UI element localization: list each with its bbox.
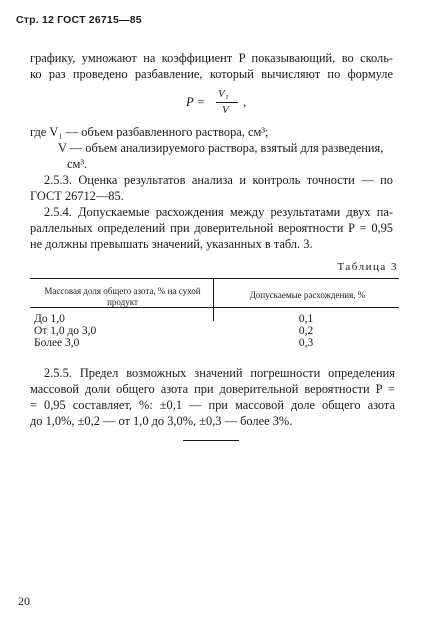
table-cell-range-2: От 1,0 до 3,0 bbox=[34, 325, 97, 337]
section-255-line-3: = 0,95 составляет, %: ±0,1 — при массовой доле общего азота bbox=[30, 398, 395, 412]
table-cell-value-2: 0,2 bbox=[298, 325, 314, 337]
table-header-col1: Массовая доля общего азота, % на сухой продукт bbox=[44, 286, 201, 307]
where-line-2: V — объем анализируемого раствора, взятый для разведения, bbox=[58, 141, 384, 155]
page-number: 20 bbox=[18, 594, 30, 608]
formula-lhs: P = bbox=[186, 95, 205, 109]
formula-comma: , bbox=[243, 95, 247, 109]
table-column-divider bbox=[213, 278, 214, 321]
where-line-3: см³. bbox=[67, 157, 88, 171]
where-line-1: где V₁ — объем разбавленного раствора, см³; bbox=[30, 125, 269, 139]
end-rule bbox=[183, 440, 239, 441]
section-255-line-1: 2.5.5. Предел возможных значений погрешности определения bbox=[44, 366, 395, 380]
table-caption: Таблица 3 bbox=[337, 261, 398, 273]
formula-denominator: V bbox=[222, 104, 229, 116]
table-header-rule bbox=[30, 307, 399, 308]
section-254-line-3: не должны превышать значений, указанных в табл. 3. bbox=[30, 237, 313, 251]
section-255-line-4: до 1,0%, ±0,2 — от 1,0 до 3,0%, ±0,3 — более 3%. bbox=[30, 414, 293, 428]
table-header-col2: Допускаемые расхождения, % bbox=[249, 290, 366, 300]
table-cell-value-3: 0,3 bbox=[298, 337, 314, 349]
formula-numerator: V₁ bbox=[218, 88, 229, 100]
section-254-line-2: раллельных определений при доверительной вероятности P = 0,95 bbox=[30, 221, 393, 235]
table-cell-range-3: Более 3,0 bbox=[34, 337, 80, 349]
table-cell-value-1: 0,1 bbox=[298, 313, 314, 325]
intro-line-1: графику, умножают на коэффициент P показывающий, во сколь- bbox=[30, 51, 393, 65]
section-254-line-1: 2.5.4. Допускаемые расхождения между результатами двух па- bbox=[44, 205, 393, 219]
fraction-bar bbox=[216, 102, 238, 103]
page-header: Стр. 12 ГОСТ 26715—85 bbox=[16, 14, 142, 26]
intro-line-2: ко раз проведено разбавление, который вычисляют по формуле bbox=[30, 67, 393, 81]
section-253-line-1: 2.5.3. Оценка результатов анализа и контроль точности — по bbox=[44, 173, 393, 187]
table-cell-range-1: До 1,0 bbox=[34, 313, 65, 325]
dilution-formula bbox=[186, 88, 266, 118]
table-top-rule bbox=[30, 278, 399, 279]
section-253-line-2: ГОСТ 26712—85. bbox=[30, 189, 124, 203]
section-255-line-2: массовой доли общего азота при доверительной вероятности P = bbox=[30, 382, 395, 396]
